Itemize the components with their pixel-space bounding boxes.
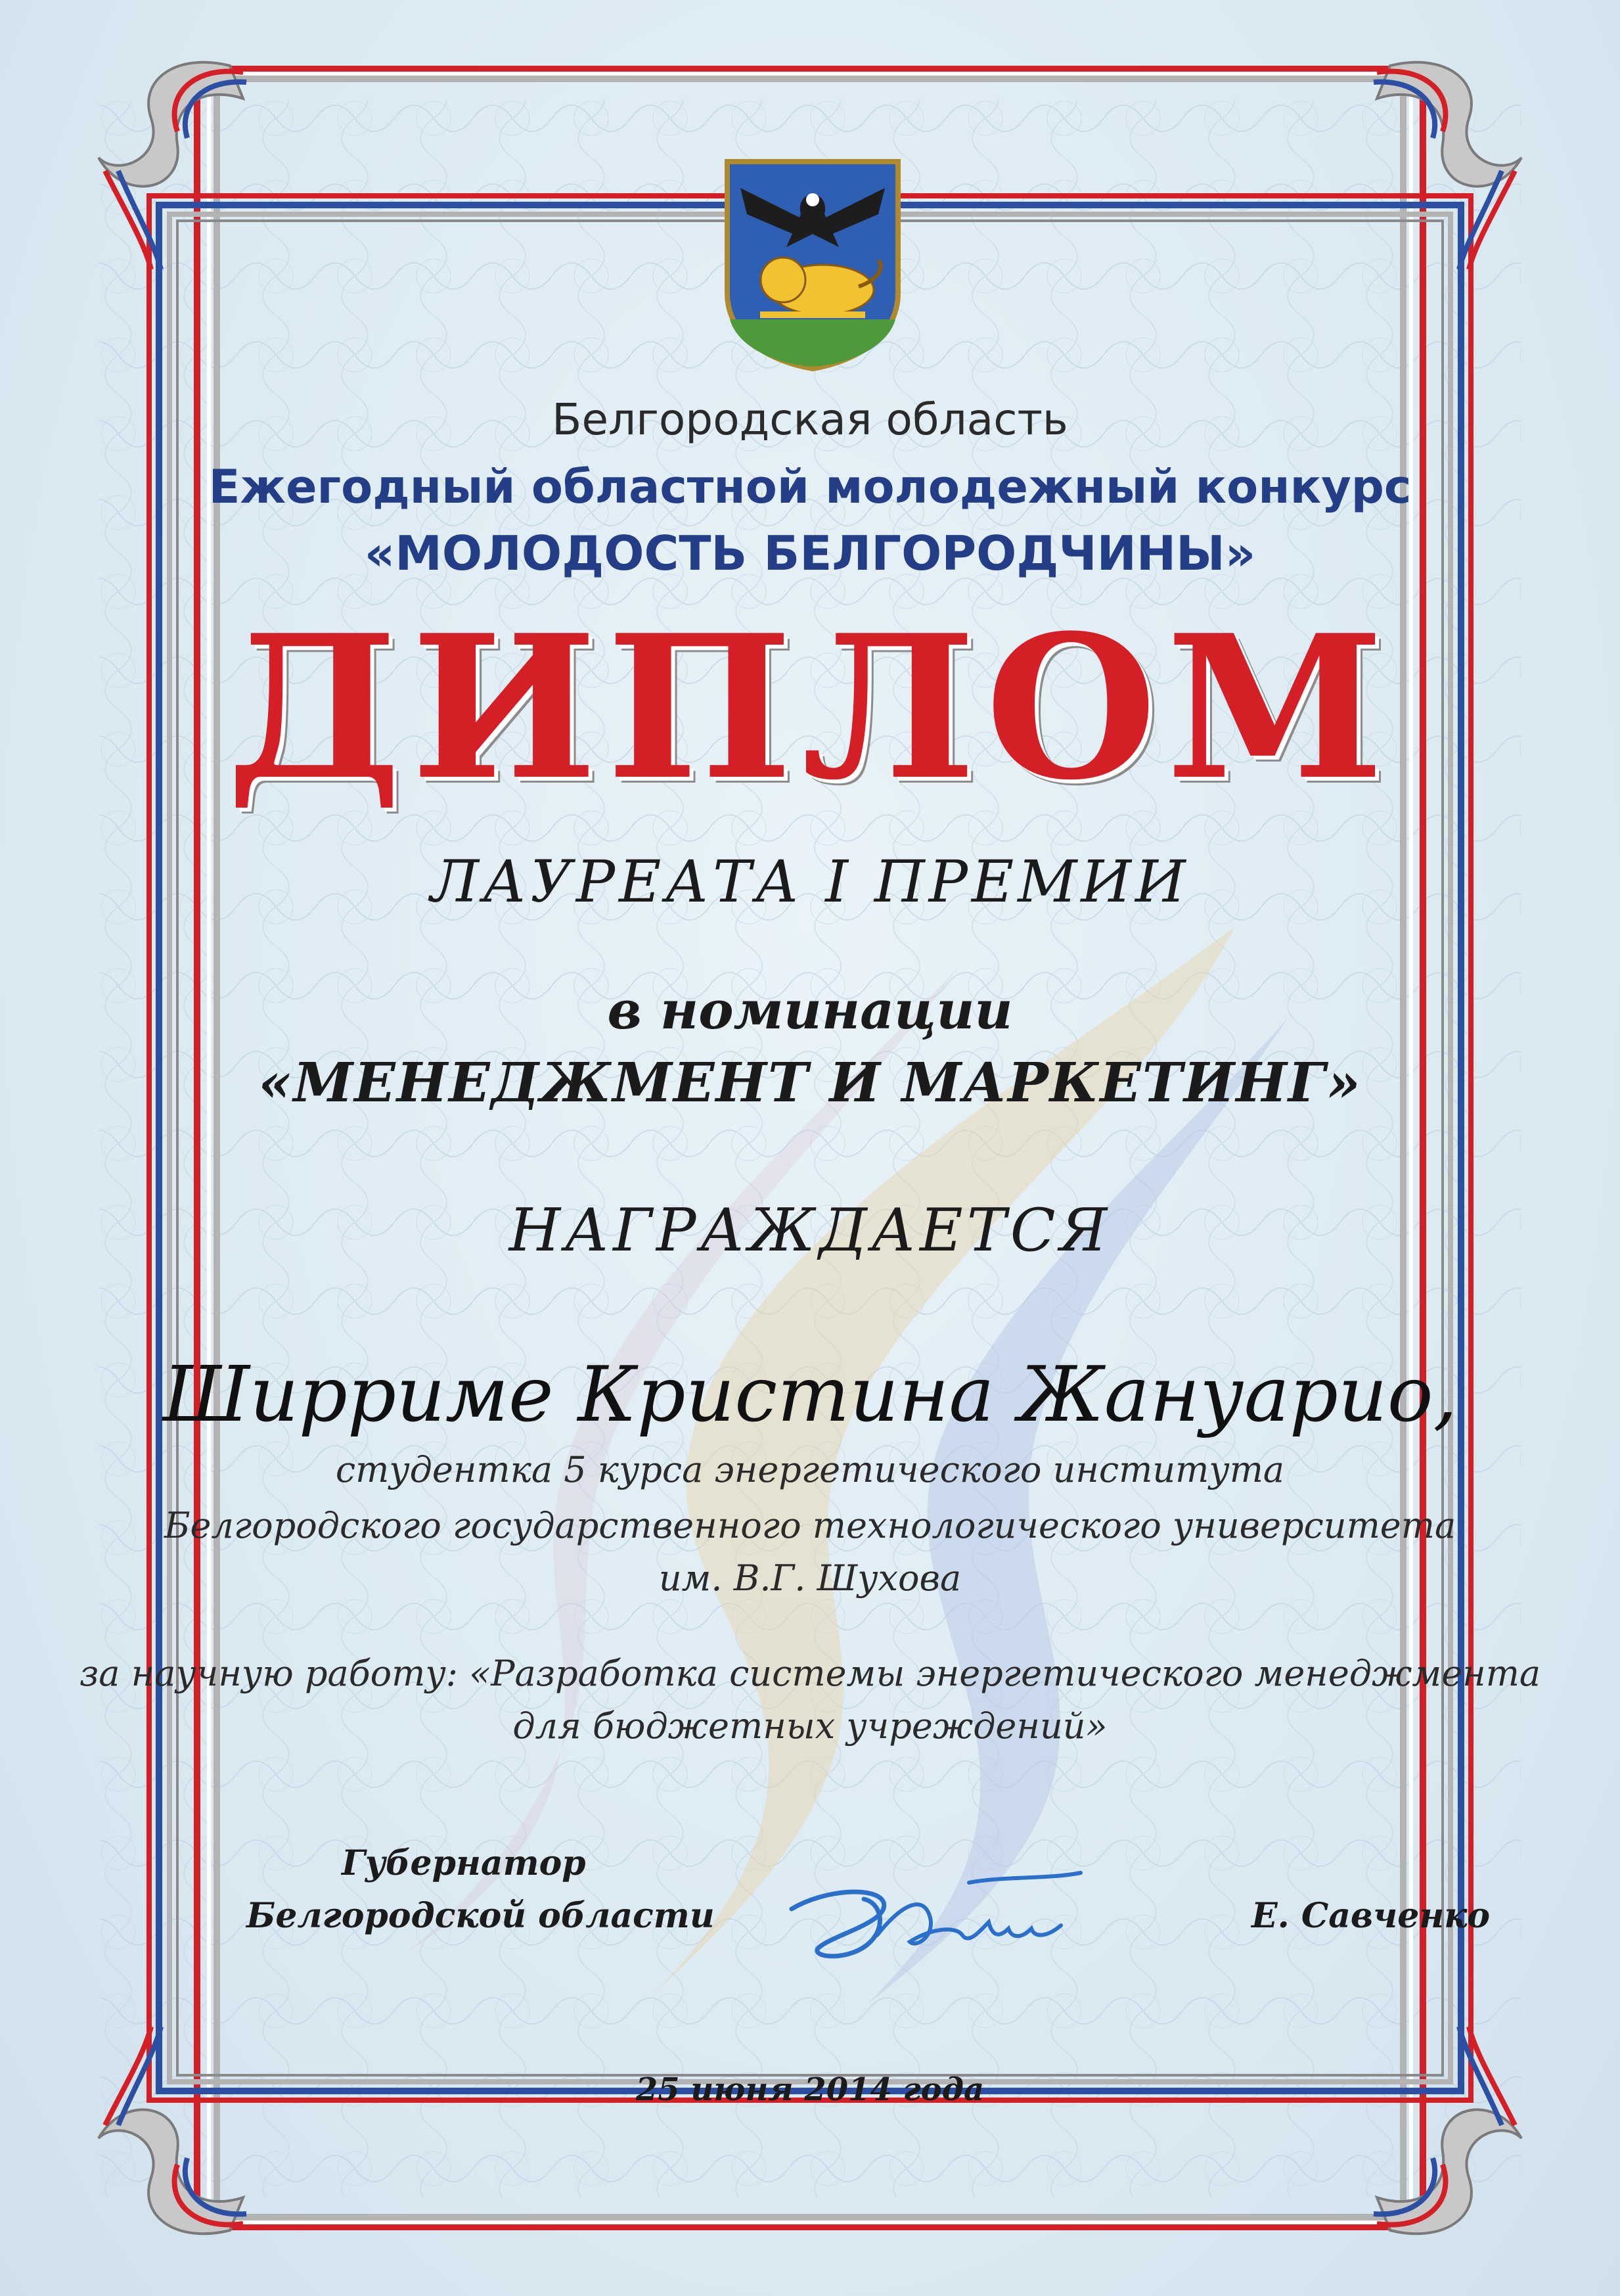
- diploma-title: ДИПЛОМ: [226, 591, 1394, 823]
- nomination-prefix: в номинации: [607, 979, 1013, 1041]
- work-title-line: для бюджетных учреждений»: [512, 1705, 1108, 1747]
- recipient-description-line: им. В.Г. Шухова: [658, 1557, 962, 1599]
- recipient-description-line: студентка 5 курса энергетического института: [335, 1449, 1285, 1490]
- signatory-title-line: Белгородской области: [246, 1896, 715, 1936]
- nomination-name: «МЕНЕДЖМЕНТ И МАРКЕТИНГ»: [258, 1051, 1362, 1114]
- contest-name: «МОЛОДОСТЬ БЕЛГОРОДЧИНЫ»: [364, 526, 1256, 581]
- contest-heading: Ежегодный областной молодежный конкурс: [208, 460, 1412, 514]
- corner-ribbon-bottom-right: [1344, 2013, 1541, 2250]
- signatory-name: Е. Савченко: [1251, 1896, 1491, 1936]
- region-heading: Белгородская область: [552, 394, 1068, 445]
- corner-ribbon-bottom-left: [79, 2013, 276, 2250]
- handwritten-signature-icon: [772, 1863, 1100, 1988]
- corner-ribbon-top-left: [79, 46, 276, 283]
- signatory-title-line: Губернатор: [342, 1843, 586, 1883]
- awarded-line: НАГРАЖДАЕТСЯ: [508, 1196, 1112, 1265]
- corner-ribbon-top-right: [1344, 46, 1541, 283]
- laureate-line: ЛАУРЕАТА I ПРЕМИИ: [430, 848, 1190, 915]
- recipient-description-line: Белгородского государственного технологического университета: [164, 1505, 1456, 1546]
- recipient-name: Ширриме Кристина Жануарио,: [162, 1350, 1458, 1439]
- work-title-line: за научную работу: «Разработка системы энергетического менеджмента: [79, 1653, 1541, 1694]
- issue-date: 25 июня 2014 года: [635, 2071, 985, 2108]
- belgorod-coat-of-arms-icon: [721, 155, 905, 372]
